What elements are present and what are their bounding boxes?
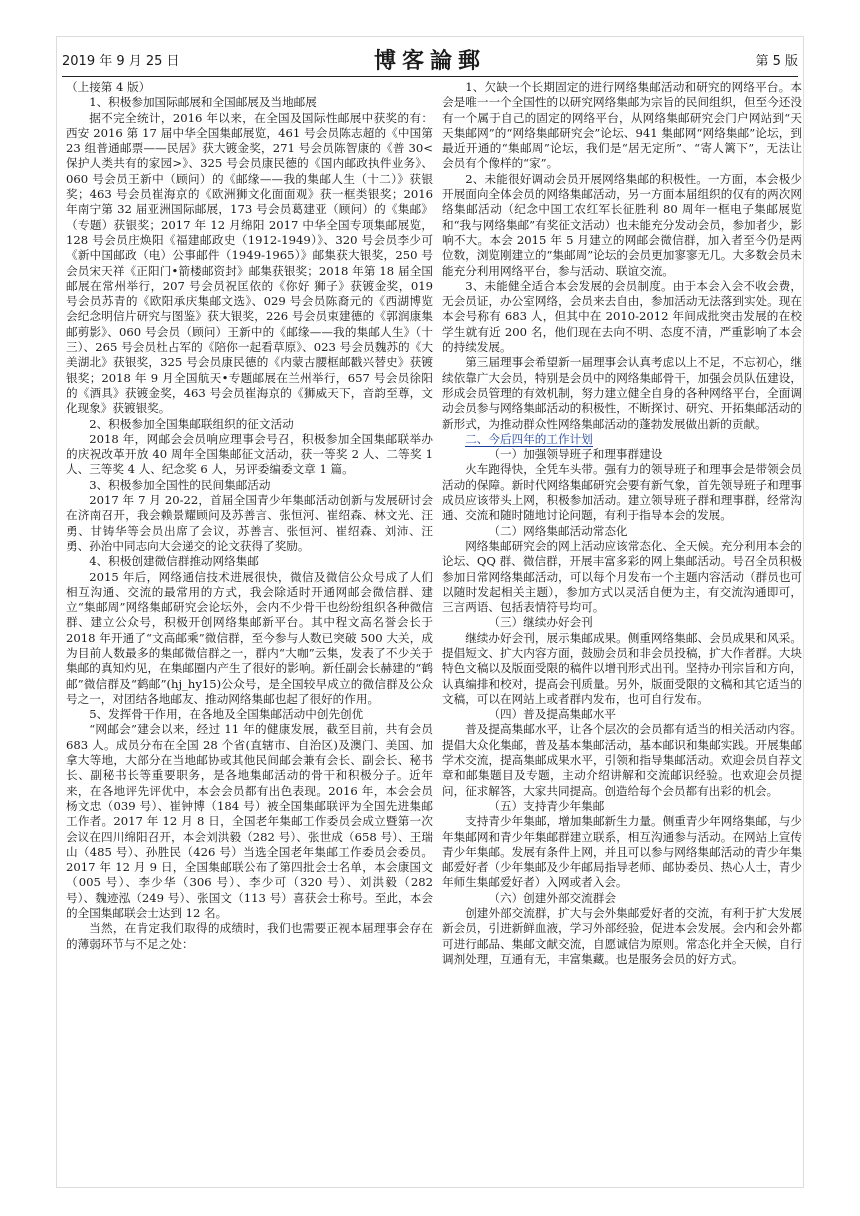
left-column — [66, 80, 433, 1184]
paragraph: 当然，在肯定我们取得的成绩时，我们也需要正视本届理事会存在的薄弱环节与不足之处： — [66, 921, 433, 951]
paragraph: 火车跑得快，全凭车头带。强有力的领导班子和理事会是带领会员活动的保障。新时代网络集邮研究会要有新气象，首先领导班子和理事成员应该带头上网，积极参加活动。建立领导班子群和理事群，经常沟通、交流和随时随地讨论问题，有利于指导本会的发展。 — [442, 462, 802, 523]
page-header — [62, 44, 798, 74]
paragraph: 据不完全统计，2016 年以来，在全国及国际性邮展中获奖的有：西安 2016 第 17 届中华全国集邮展览，461 号会员陈志超的《中国第 23 组普通邮票——民居》获大镀金奖，271 号会员陈智康的《普 30<保护人类共有的家园>》、325 号会员康民德的《国内邮政执件业务》、060 号会员王新中（顾问）的《邮缘——我的集邮人生（十二）》获银奖；463 号会员崔海京的《欧洲狮文化面面观》获一框类银奖；2016 年南宁第 32 届亚洲国际邮展，173 号会员葛建亚（顾问）的《集邮》（专题）获银奖；2017 年 12 月绵阳 2017 中华全国专项集邮展览，128 号会员庄焕阳《福建邮政史（1912-1949）》、320 号会员李少可《新中国邮政（电）公事邮件（1949-1965）》邮集获大银奖，250 号会员宋天祥《正阳门•箭楼邮资封》邮集获银奖；2018 年第 18 届全国邮展在常州举行，207 号会员祝匡依的《你好 狮子》获镀金奖，019 号会员苏青的《欧阳承庆集邮文选》、029 号会员陈裔元的《西湖博览会纪念明信片研究与图鉴》获大银奖，226 号会员束建德的《郭润康集邮剪影》、060 号会员（顾问）王新中的《邮缘——我的集邮人生》（十三）、265 号会员杜占军的《陪你一起看草原》、023 号会员魏苏的《大美湖北》获银奖，325 号会员康民德的《内蒙古腰框邮戳兴替史》获镀银奖；2018 年 9 月全国航天•专题邮展在兰州举行，657 号会员徐阳的《酒具》获镀金奖，463 号会员崔海京的《狮威天下，音韵至尊，文化现象》获镀银奖。 — [66, 110, 433, 416]
subsection-heading: （六）创建外部交流群会 — [488, 890, 616, 905]
paragraph: 第三届理事会希望新一届理事会认真考虑以上不足，不忘初心，继续依靠广大会员，特别是会员中的网络集邮骨干，加强会员队伍建设，形成会员管理的有效机制，努力建立健全自身的各种网络平台，全面调动会员参与网络集邮活动的积极性，不断探讨、研究、开拓集邮活动的新形式，为推动群众性网络集邮活动的蓬勃发展做出新的贡献。 — [442, 355, 802, 431]
subsection-heading: （三）继续办好会刊 — [488, 615, 593, 630]
plan-heading-text: 二、今后四年的工作计划 — [465, 431, 593, 446]
paragraph: 2017 年 7 月 20-22，首届全国青少年集邮活动创新与发展研讨会在济南召开，我会赖景耀顾问及苏善言、张恒河、崔绍森、林文光、汪勇、甘铸华等会员出席了会议，苏善言、张恒河、崔绍森、刘沛、汪勇、孙治中同志向大会递交的论文获得了奖励。 — [66, 493, 433, 553]
paragraph: 创建外部交流群，扩大与会外集邮爱好者的交流，有利于扩大发展新会员，引进新鲜血液，学习外部经验，促进本会发展。会内和会外都可进行邮品、集邮文献交流，自愿诚信为原则。常态化并全天候，自行调剂处理，互通有无，丰富集藏。也是服务会员的好方式。 — [442, 906, 802, 966]
paragraph: 支持青少年集邮，增加集邮新生力量。侧重青少年网络集邮，与少年集邮网和青少年集邮群建立联系，相互沟通参与活动。在网站上宣传青少年集邮。发展有条件上网，并且可以参与网络集邮活动的青少年集邮爱好者（少年集邮及少年邮局指导老师、邮协委员、热心人士，青少年师生集邮爱好者）入网或者入会。 — [442, 814, 802, 890]
subsection-heading: （一）加强领导班子和理事群建设 — [488, 447, 663, 462]
right-column — [442, 80, 802, 1184]
paragraph: 2018 年，网邮会会员响应理事会号召，积极参加全国集邮联举办的庆祝改革开放 40 周年全国集邮征文活动，获一等奖 2 人、二等奖 1 人、三等奖 4 人、纪念奖 6 人，另评委编委文章 1 篇。 — [66, 431, 433, 477]
paragraph: 网络集邮研究会的网上活动应该常态化、全天候。充分利用本会的论坛、QQ 群、微信群，开展丰富多彩的网上集邮活动。号召全员积极参加日常网络集邮活动，可以每个月发布一个主题内容活动（群员也可以随时发起相关主题），参加方式以灵活自便为主，有交流沟通即可，三言两语、包括表情符号均可。 — [442, 538, 802, 615]
subsection-heading: （五）支持青少年集邮 — [488, 798, 605, 813]
paragraph: 普及提高集邮水平，让各个层次的会员都有适当的相关活动内容。提倡大众化集邮，普及基本集邮活动，基本邮识和集邮实践。开展集邮学术交流，提高集邮成果水平，引领和指导集邮活动。欢迎会员自荐文章和邮集题目及专题，主动介绍讲解和交流邮识经验。也欢迎会员提问，征求解答，大家共同提高。创造给每个会员都有出彩的机会。 — [442, 722, 802, 798]
section-heading: 4、积极创建微信群推动网络集邮 — [89, 554, 259, 569]
section-heading: 2、积极参加全国集邮联组织的征文活动 — [89, 416, 294, 431]
masthead-title: 博客論郵 — [373, 48, 486, 74]
paragraph: 继续办好会刊，展示集邮成果。侧重网络集邮、会员成果和风采。提倡短文、扩大内容方面，鼓励会员和非会员投稿，扩大作者群。大块特色文稿以及版面受限的稿件以增刊形式出刊。坚持办刊宗旨和方向，认真编排和校对，提高会刊质量。另外，版面受限的文稿和其它适当的文稿，可以在网站上或者群内发布，也可自行发布。 — [442, 630, 802, 706]
section-heading: 3、积极参加全国性的民间集邮活动 — [89, 477, 271, 492]
subsection-heading: （二）网络集邮活动常态化 — [488, 523, 628, 538]
paragraph: 2、未能很好调动会员开展网络集邮的积极性。一方面，本会极少开展面向全体会员的网络集邮活动，另一方面本届组织的仅有的两次网络集邮活动（纪念中国工农红军长征胜利 80 周年一框电子集邮展览和“我与网络集邮”有奖征文活动）也未能充分发动会员，参加者少，影响不大。本会 2015 年 5 月建立的网邮会微信群，加入者至今仍是两位数，浏览刚建立的“集邮周”论坛的会员更加寥寥无几。大多数会员未能充分利用网络平台，参与活动、联谊交流。 — [442, 171, 802, 278]
paragraph: “网邮会”建会以来，经过 11 年的健康发展，截至目前，共有会员 683 人。成员分布在全国 28 个省(直辖市、自治区)及澳门、美国、加拿大等地，大部分在当地邮协或其他民间邮会兼有会长、副会长、秘书长、副秘书长等重要职务，是各地集邮活动的骨干和积极分子。近年来，在各地评先评优中，本会会员都有出色表现。2016 年，本会会员杨文忠（039 号）、崔钟博（184 号）被全国集邮联评为全国先进集邮工作者。2017 年 12 月 8 日，全国老年集邮工作委员会成立暨第一次会议在四川绵阳召开，本会刘洪毅（282 号）、张世成（658 号）、王瑞山（485 号）、孙胜民（426 号）当选全国老年集邮工作委员会委员。2017 年 12 月 9 日，全国集邮联公布了第四批会士名单，本会康国文（005 号）、李少华（306 号）、李少可（320 号）、刘洪毅（282 号）、魏迹泓（249 号）、张国文（113 号）喜获会士称号。至此，本会的全国集邮联会士达到 12 名。 — [66, 722, 433, 921]
edition-number: 第 5 版 — [755, 54, 798, 69]
paragraph: 1、欠缺一个长期固定的进行网络集邮活动和研究的网络平台。本会是唯一一个全国性的以研究网络集邮为宗旨的民间组织，但至今还没有一个属于自己的固定的网络平台，从网络集邮研究会门户网站到“天天集邮网”的“网络集邮研究会”论坛、941 集邮网“网络集邮”论坛，到最近开通的“集邮周”论坛，我们是“居无定所”、“寄人篱下”，无法让会员有个像样的“家”。 — [442, 80, 802, 171]
issue-date: 2019 年 9 月 25 日 — [62, 54, 180, 69]
section-heading: 1、积极参加国际邮展和全国邮展及当地邮展 — [89, 95, 317, 110]
paragraph: 3、未能健全适合本会发展的会员制度。由于本会入会不收会费，无会员证，办公室网络，会员来去自由，参加活动无法落到实处。现在本会号称有 683 人，但其中在 2010-2012 年间成批突击发展的在校学生就有近 200 名，他们现在去向不明、态度不清，严重影响了本会的持续发展。 — [442, 278, 802, 355]
subsection-heading: （四）普及提高集邮水平 — [488, 707, 616, 722]
plan-heading — [442, 432, 802, 447]
section-heading: 5、发挥骨干作用，在各地及全国集邮活动中创先创优 — [89, 707, 364, 722]
continuation-note: （上接第 4 版） — [66, 80, 151, 94]
paragraph: 2015 年后，网络通信技术进展很快，微信及微信公众号成了人们相互沟通、交流的最常用的方式，我会除适时开通网邮会微信群、建立“集邮周”网络集邮研究会论坛外，会内不少骨干也纷纷组织各种微信群、建立公众号，积极开创网络集邮新平台。其中程文高名誉会长于 2018 年开通了“文高邮乘”微信群，至今参与人数已突破 500 大关，成为目前人数最多的集邮微信群之一，群内“大咖”云集，发表了不少关于集邮的真知灼见，在集邮圈内产生了很好的影响。新任副会长赫建的“鹤邮”微信群及“鹤邮”(hj_hy15)公众号，是全国较早成立的微信群及公众号之一，对团结各地邮友、推动网络集邮也起了很好的作用。 — [66, 569, 433, 706]
header-rule — [62, 76, 798, 77]
